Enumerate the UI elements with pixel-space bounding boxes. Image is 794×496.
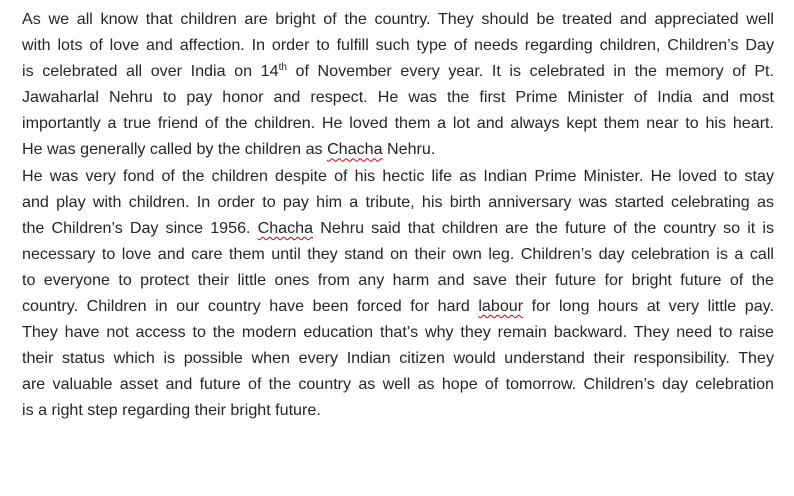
text-line: Jawaharlal Nehru to pay honor and respect. He was the first Prime Minister of India and most	[22, 88, 774, 107]
text-line: is a right step regarding their bright future.	[22, 401, 321, 420]
ordinal-suffix: th	[278, 62, 287, 74]
spellcheck-flagged-word[interactable]: Chacha	[257, 218, 314, 237]
paragraph-2	[22, 163, 774, 424]
text-line: He was very fond of the children despite of his hectic life as Indian Prime Minister. He loved to stay	[22, 166, 774, 185]
spellcheck-flagged-word[interactable]: Chacha	[327, 140, 383, 159]
text-line	[22, 215, 774, 241]
text-line: They have not access to the modern education that’s why they remain backward. They need to raise	[22, 323, 774, 342]
text-line: their status which is possible when every Indian citizen would understand their responsibility. They	[22, 349, 774, 368]
text-run: of November every year. It is celebrated in the memory of Pt.	[286, 62, 774, 81]
text-line: to everyone to protect their little ones from any harm and save their future for bright future of the	[22, 270, 774, 289]
text-run: Nehru.	[382, 140, 436, 159]
text-line: importantly a true friend of the children. He loved them a lot and always kept them near to his heart.	[22, 114, 774, 133]
spellcheck-flagged-word[interactable]: labour	[478, 297, 524, 316]
text-line	[22, 136, 774, 162]
text-line: are valuable asset and future of the country as well as hope of tomorrow. Children’s day celebration	[22, 375, 774, 394]
text-run: the Children’s Day since 1956.	[22, 218, 258, 237]
text-run: country. Children in our country have been forced for hard	[22, 297, 479, 316]
text-run: is celebrated all over India on 14	[22, 62, 279, 81]
text-line: As we all know that children are bright of the country. They should be treated and appreciated well	[22, 10, 774, 28]
text-line	[22, 293, 774, 319]
text-line: and play with children. In order to pay him a tribute, his birth anniversary was started celebrating as	[22, 192, 774, 211]
text-run: He was generally called by the children as	[22, 140, 328, 159]
text-line: necessary to love and care them until they stand on their own leg. Children’s day celebration is a call	[22, 244, 774, 263]
text-run: Nehru said that children are the future of the country so it is	[313, 218, 774, 237]
text-line: with lots of love and affection. In order to fulfill such type of needs regarding children, Children’s Day	[22, 36, 774, 55]
text-line	[22, 58, 774, 84]
paragraph-1	[22, 6, 774, 163]
text-run: for long hours at very little pay.	[523, 297, 775, 316]
